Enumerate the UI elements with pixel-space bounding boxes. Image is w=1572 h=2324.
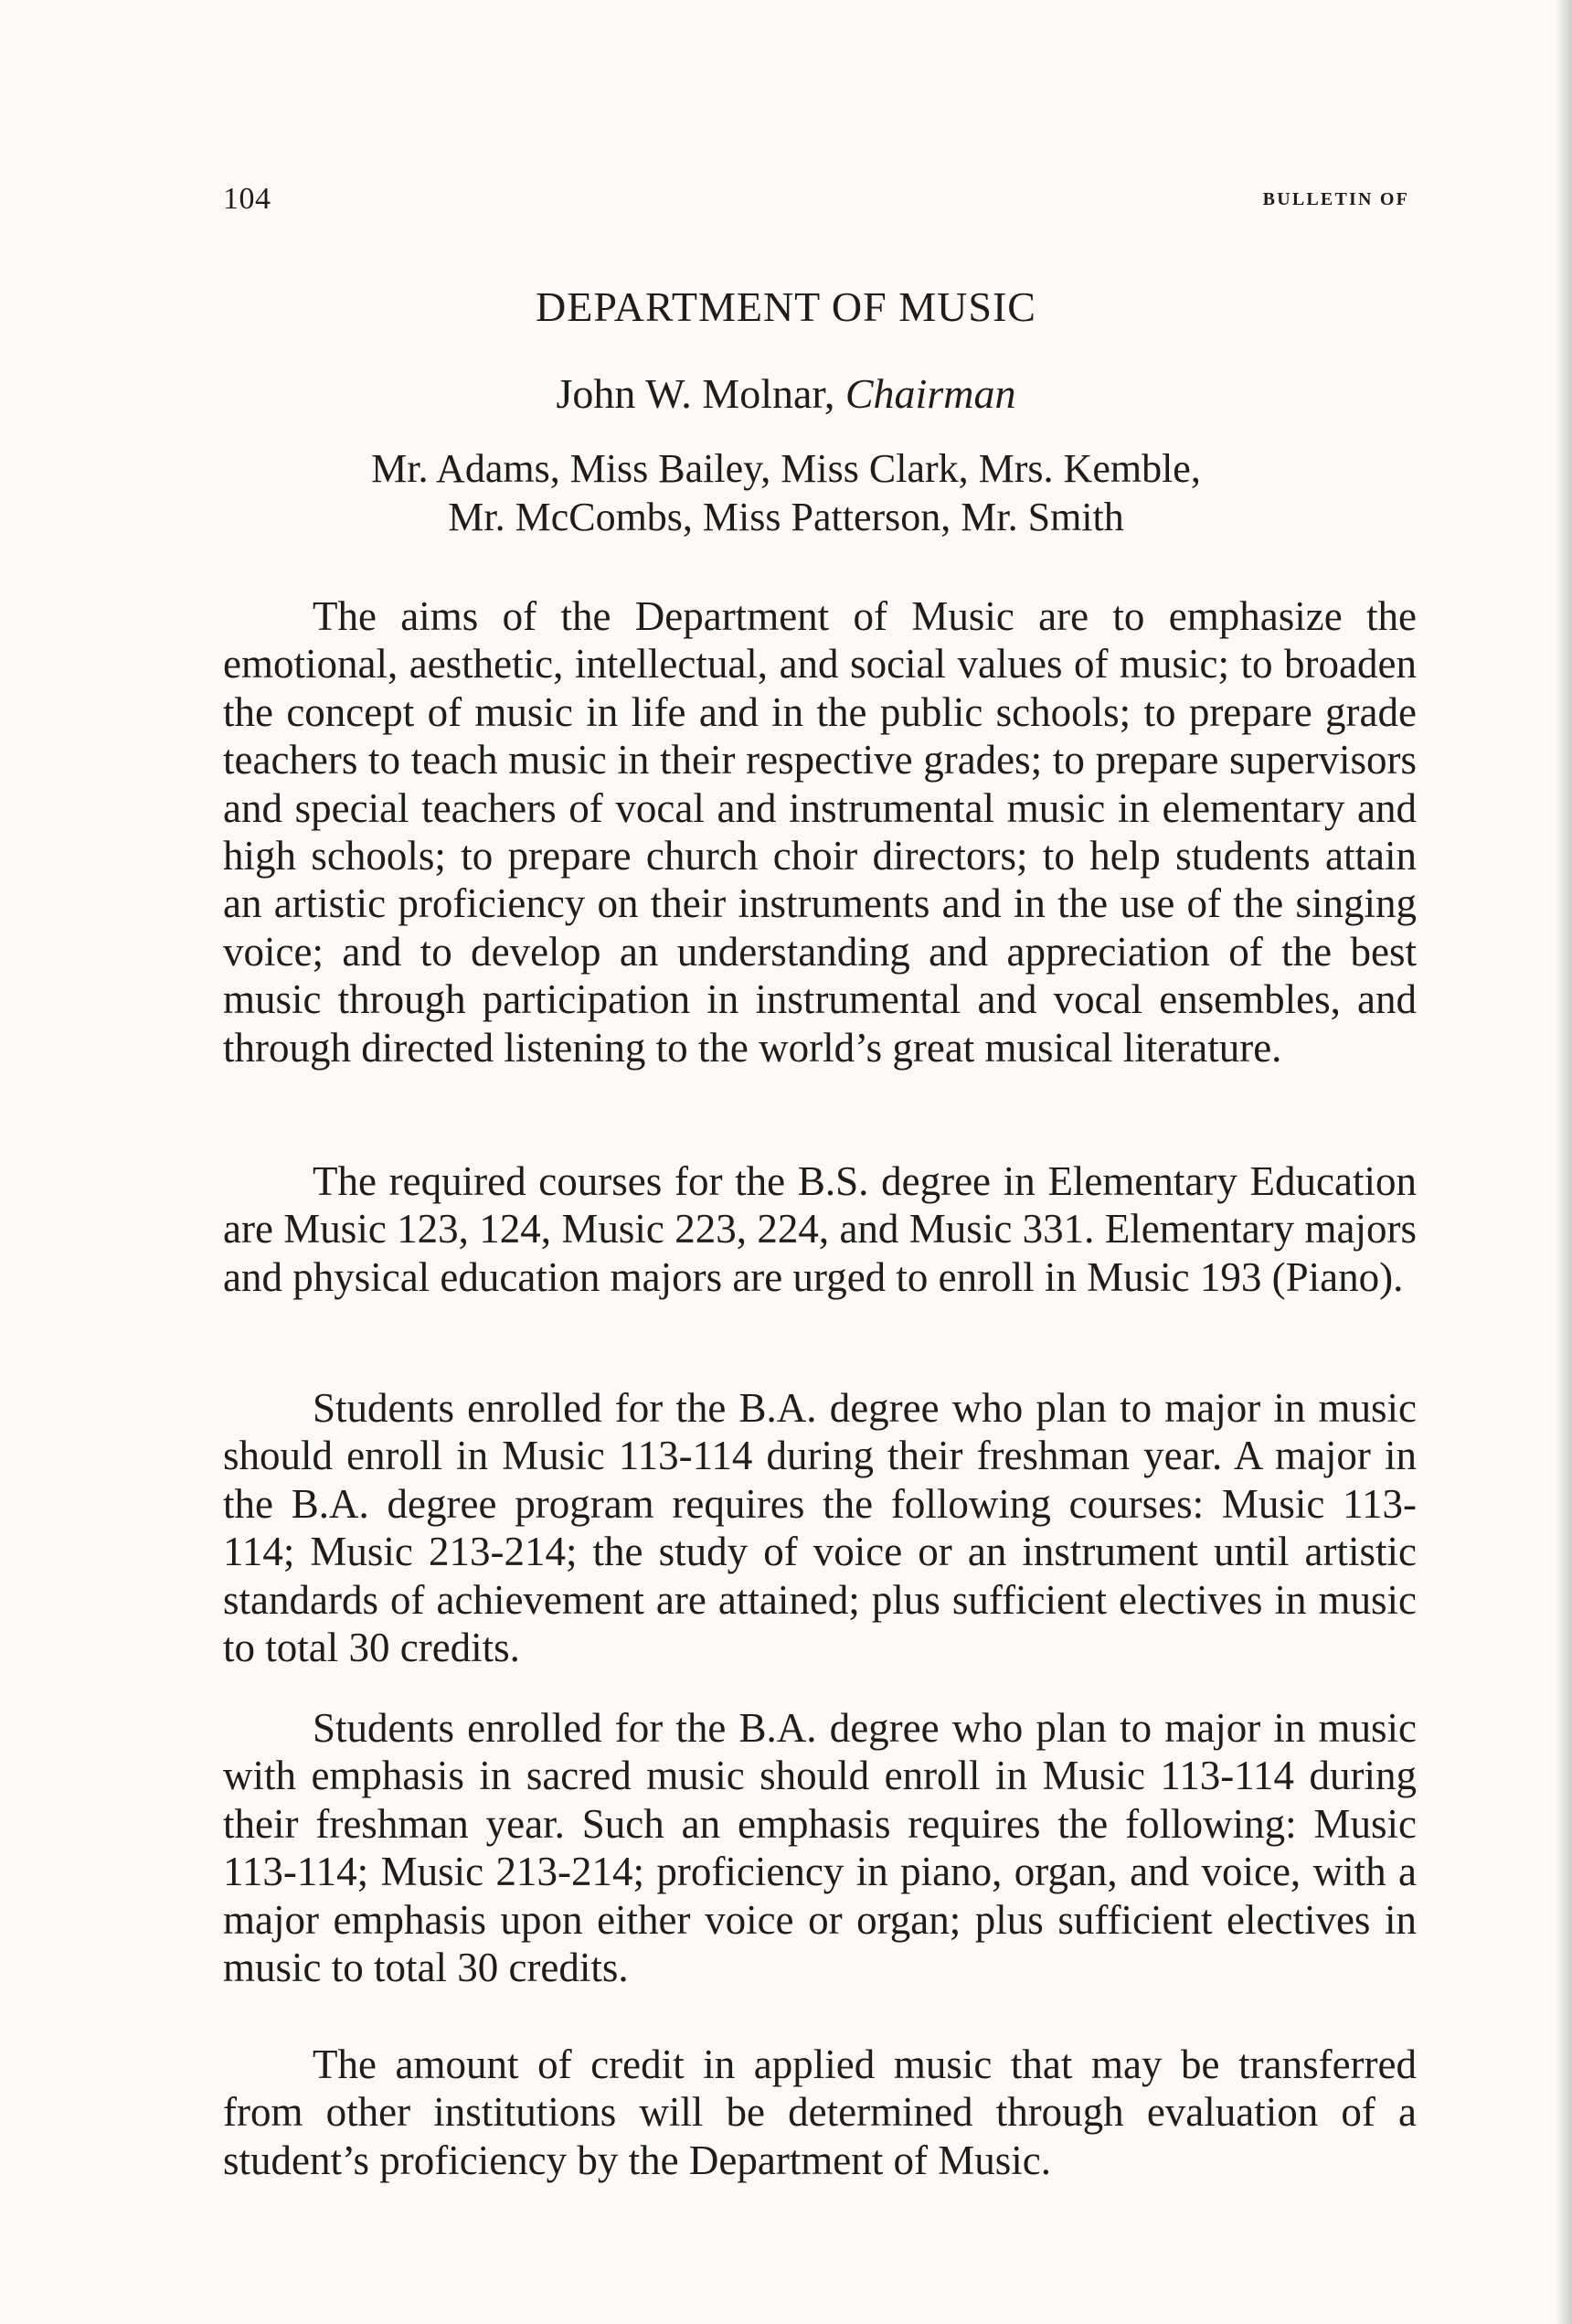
page-number: 104 [223,182,271,216]
faculty-list [0,444,1572,541]
paragraph-transfer-credit: The amount of credit in applied music that may be transferred from other institutions will be determined through evaluation of a student’s proficiency by the Department of Music. [223,2041,1417,2183]
paragraph-required-courses: The required courses for the B.S. degree in Elementary Education are Music 123, 124, Music 223, 224, and Music 331. Elementary majors and physical education majors are urged to enroll in Music 193 (Piano). [223,1158,1417,1300]
section-title: DEPARTMENT OF MUSIC [536,283,1036,330]
paragraph-sacred-music: Students enrolled for the B.A. degree who plan to major in music with emphasis in sacred music should enroll in Music 113-114 during their freshman year. Such an emphasis requires the following: Music 113-114; Music 213-214; proficiency in piano, organ, and voice, with a major emphasis upon either voice or organ; plus sufficient electives in music to total 30 credits. [223,1705,1417,1991]
chairman-line [0,371,1572,418]
running-head: BULLETIN OF [1262,189,1409,209]
chairman-name: John W. Molnar, [556,370,835,417]
paragraph-ba-major: Students enrolled for the B.A. degree who plan to major in music should enroll in Music 113-114 during their freshman year. A major in the B.A. degree program requires the following courses: Music 113-114; Music 213-214; the study of voice or an instrument until artistic standards of achievement are attained; plus sufficient electives in music to total 30 credits. [223,1385,1417,1671]
faculty-line-1: Mr. Adams, Miss Bailey, Miss Clark, Mrs. Kemble, [371,446,1201,491]
page-edge-shadow [1556,0,1572,2324]
faculty-line-2: Mr. McCombs, Miss Patterson, Mr. Smith [448,495,1124,539]
chairman-title: Chairman [844,370,1016,417]
paragraph-aims: The aims of the Department of Music are to emphasize the emotional, aesthetic, intellectual, and social values of music; to broaden the concept of music in life and in the public schools; to prepare grade teachers to teach music in their respective grades; to prepare supervisors and special teachers of vocal and instrumental music in elementary and high schools; to prepare church choir directors; to help students attain an artistic proficiency on their instruments and in the use of the singing voice; and to develop an understanding and appreciation of the best music through participation in instrumental and vocal ensembles, and through directed listening to the world’s great musical literature. [223,593,1417,1071]
